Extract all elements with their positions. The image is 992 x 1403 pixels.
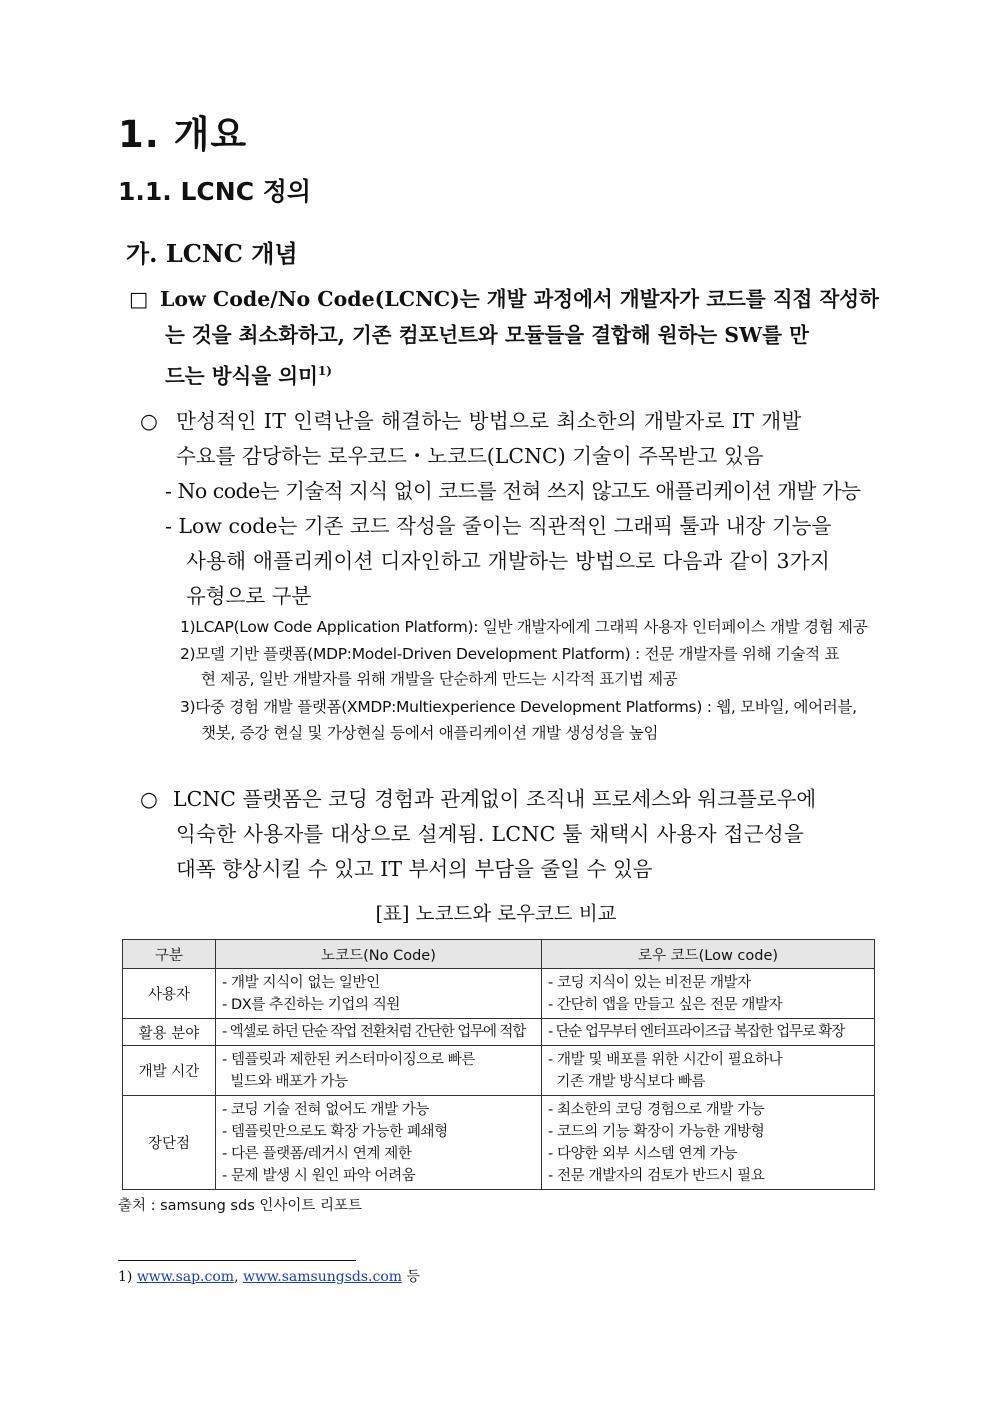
cell-line: - 엑셀로 하던 단순 작업 전환처럼 간단한 업무에 적합 — [222, 1024, 526, 1040]
no-code-cell — [216, 1096, 542, 1190]
table-row — [123, 1096, 875, 1190]
footnote — [118, 1266, 420, 1286]
type-1: 1)LCAP(Low Code Application Platform): 일반 개발자에게 그래픽 사용자 인터페이스 개발 경험 제공 — [180, 618, 868, 636]
heading-1: 1. 개요 — [118, 113, 248, 156]
table-source: 출처 : samsung sds 인사이트 리포트 — [118, 1198, 363, 1214]
header-low-code: 로우 코드(Low code) — [542, 940, 875, 969]
sub2-line-2: 익숙한 사용자를 대상으로 설계됨. LCNC 툴 채택시 사용자 접근성을 — [176, 822, 805, 846]
cell-line: - DX를 추진하는 기업의 직원 — [222, 996, 401, 1013]
main-point-line-1: Low Code/No Code(LCNC)는 개발 과정에서 개발자가 코드를 직접 작성하 — [160, 287, 879, 311]
circle-bullet-2: ○ — [140, 787, 158, 811]
cell-line: - 단순 업무부터 엔터프라이즈급 복잡한 업무로 확장 — [548, 1024, 845, 1040]
box-bullet: □ — [129, 287, 149, 311]
cell-line: - 최소한의 코딩 경험으로 개발 가능 — [548, 1101, 765, 1118]
cell-line: - 다양한 외부 시스템 연계 가능 — [548, 1145, 738, 1162]
cell-line: - 템플릿과 제한된 커스터마이징으로 빠른 — [222, 1051, 475, 1068]
header-no-code: 노코드(No Code) — [216, 940, 542, 969]
table-caption: [표] 노코드와 로우코드 비교 — [375, 902, 617, 925]
cell-line: - 코딩 지식이 있는 비전문 개발자 — [548, 974, 751, 991]
dash-low-code-line-3: 유형으로 구분 — [186, 584, 312, 608]
cell-line: - 개발 지식이 없는 일반인 — [222, 974, 380, 991]
main-point-line-2: 는 것을 최소화하고, 기존 컴포넌트와 모듈들을 결합해 원하는 SW를 만 — [165, 323, 809, 347]
no-code-cell — [216, 1046, 542, 1096]
cell-line: 기존 개발 방식보다 빠름 — [548, 1073, 706, 1090]
heading-3: 가. LCNC 개념 — [126, 239, 298, 268]
type-2-line-2: 현 제공, 일반 개발자를 위해 개발을 단순하게 만드는 시각적 표기법 제공 — [201, 670, 678, 688]
footnote-link-sap[interactable]: www.sap.com — [136, 1269, 235, 1285]
cell-line: - 코딩 기술 전혀 없어도 개발 가능 — [222, 1101, 429, 1118]
header-category: 구분 — [123, 940, 216, 969]
row-category: 사용자 — [123, 969, 216, 1019]
footnote-ref[interactable]: 1) — [317, 364, 332, 378]
low-code-cell — [542, 1096, 875, 1190]
table-row — [123, 1046, 875, 1096]
table-row — [123, 969, 875, 1019]
low-code-cell — [542, 969, 875, 1019]
footnote-divider — [118, 1260, 356, 1261]
footnote-number: 1) — [118, 1269, 133, 1285]
dash-no-code: - No code는 기술적 지식 없이 코드를 전혀 쓰지 않고도 애플리케이션 개발 가능 — [165, 479, 861, 503]
type-2-line-1: 2)모델 기반 플랫폼(MDP:Model-Driven Development Platform) : 전문 개발자를 위해 기술적 표 — [180, 645, 840, 663]
row-category: 장단점 — [123, 1096, 216, 1190]
type-3-line-1: 3)다중 경험 개발 플랫폼(XMDP:Multiexperience Development Platforms) : 웹, 모바일, 에어러블, — [180, 698, 857, 716]
footnote-link-samsungsds[interactable]: www.samsungsds.com — [242, 1269, 403, 1285]
footnote-suffix: 등 — [406, 1269, 421, 1285]
row-category: 활용 분야 — [123, 1019, 216, 1046]
table-row — [123, 1019, 875, 1046]
heading-2: 1.1. LCNC 정의 — [118, 177, 312, 206]
cell-line: - 간단히 앱을 만들고 싶은 전문 개발자 — [548, 996, 783, 1013]
cell-line: - 다른 플랫폼/레거시 연계 제한 — [222, 1145, 412, 1162]
cell-line: - 문제 발생 시 원인 파악 어려움 — [222, 1167, 416, 1184]
row-category: 개발 시간 — [123, 1046, 216, 1096]
type-3-line-2: 챗봇, 증강 현실 및 가상현실 등에서 애플리케이션 개발 생성성을 높임 — [201, 724, 659, 742]
dash-low-code-line-2: 사용해 애플리케이션 디자인하고 개발하는 방법으로 다음과 같이 3가지 — [186, 549, 831, 573]
dash-low-code-line-1: - Low code는 기존 코드 작성을 줄이는 직관적인 그래픽 툴과 내장 기능을 — [165, 514, 832, 538]
no-code-cell — [216, 969, 542, 1019]
circle-bullet-1: ○ — [140, 409, 158, 433]
cell-line: - 코드의 기능 확장이 가능한 개방형 — [548, 1123, 765, 1140]
sub2-line-1: LCNC 플랫폼은 코딩 경험과 관계없이 조직내 프로세스와 워크플로우에 — [173, 787, 817, 811]
cell-line: - 개발 및 배포를 위한 시간이 필요하나 — [548, 1051, 783, 1068]
sub2-line-3: 대폭 향상시킬 수 있고 IT 부서의 부담을 줄일 수 있음 — [176, 857, 653, 881]
sub1-line-2: 수요를 감당하는 로우코드・노코드(LCNC) 기술이 주목받고 있음 — [176, 444, 764, 468]
low-code-cell — [542, 1046, 875, 1096]
no-code-cell — [216, 1019, 542, 1046]
comparison-table — [122, 939, 875, 1190]
cell-line: - 전문 개발자의 검토가 반드시 필요 — [548, 1167, 765, 1184]
sub1-line-1: 만성적인 IT 인력난을 해결하는 방법으로 최소한의 개발자로 IT 개발 — [176, 409, 802, 433]
footnote-separator: , — [234, 1269, 239, 1285]
cell-line: 빌드와 배포가 가능 — [222, 1073, 348, 1090]
cell-line: - 템플릿만으로도 확장 가능한 폐쇄형 — [222, 1123, 448, 1140]
low-code-cell — [542, 1019, 875, 1046]
main-point-line-3: 드는 방식을 의미$^{1)}$ — [165, 363, 332, 388]
table-header-row — [123, 940, 875, 969]
